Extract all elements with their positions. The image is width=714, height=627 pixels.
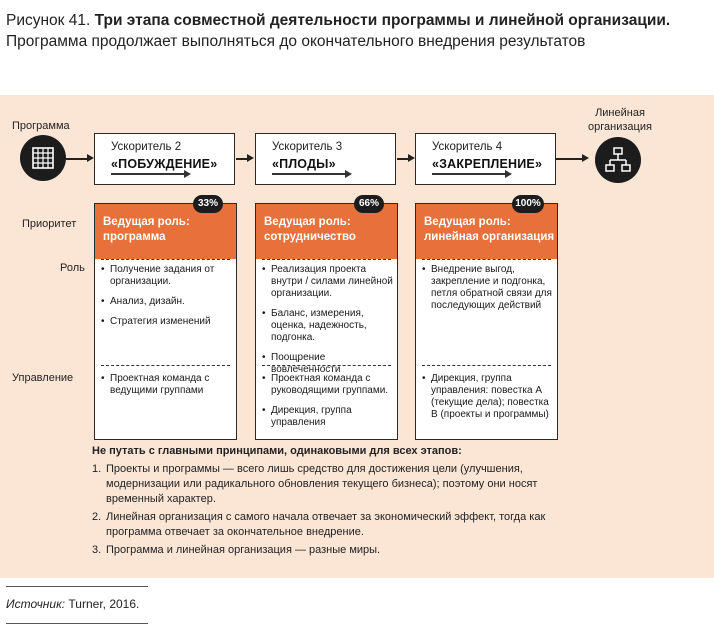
arrow-stage1-to-stage2 — [236, 158, 248, 160]
stage-box-1 — [94, 133, 235, 185]
note-item — [92, 543, 572, 558]
list-item: • Получение задания от организации. — [101, 264, 232, 288]
lead-role-line1: Ведущая роль: — [424, 216, 511, 228]
source-text: Turner, 2016. — [68, 597, 140, 611]
source-label: Источник: — [6, 597, 66, 611]
stage-arrow — [432, 173, 506, 175]
list-item: • Баланс, измерения, оценка, надежность, подгонка. — [262, 308, 393, 344]
progress-badge-2: 66% — [354, 195, 384, 213]
row-label-priority: Приоритет — [22, 218, 77, 230]
note-text: Проекты и программы — всего лишь средство для достижения цели (улучшения, модернизации или радикального обновления текущего бизнеса); поэтому они носят временный характер. — [106, 463, 538, 505]
stage-name: «ПЛОДЫ» — [272, 157, 336, 171]
source-rule-top — [6, 586, 148, 587]
dashed-divider — [262, 365, 391, 366]
lead-role-line1: Ведущая роль: — [103, 216, 190, 228]
stage-accelerator: Ускоритель 2 — [111, 141, 182, 153]
figure-bold-title: Три этапа совместной деятельности программы и линейной организации. — [94, 12, 671, 29]
list-item: • Поощрение вовлеченности — [262, 352, 393, 376]
list-item: • Стратегия изменений — [101, 316, 232, 328]
role-list — [422, 264, 553, 320]
arrow-stage2-to-stage3 — [397, 158, 409, 160]
note-item — [92, 462, 572, 507]
lead-role-line1: Ведущая роль: — [264, 216, 351, 228]
lead-role-line2: программа — [103, 231, 166, 243]
stage-column-2 — [255, 203, 398, 440]
stage-box-3 — [415, 133, 556, 185]
notes-heading: Не путать с главными принципами, одинаковыми для всех этапов: — [92, 445, 462, 457]
stage-name: «ПОБУЖДЕНИЕ» — [111, 157, 218, 171]
stage-arrow — [272, 173, 346, 175]
row-label-role: Роль — [60, 262, 85, 274]
principles-notes — [92, 444, 572, 561]
note-text: Линейная организация с самого начала отвечает за экономический эффект, тогда как программа отвечает за окончательное внедрение. — [106, 511, 546, 538]
line-org-label-1: Линейная — [595, 107, 645, 119]
dashed-divider — [422, 365, 551, 366]
arrow-program-to-stage1 — [66, 158, 88, 160]
lead-role-line2: линейная организация — [424, 231, 555, 243]
stage-column-3 — [415, 203, 558, 440]
role-list — [101, 264, 232, 336]
management-list — [101, 373, 232, 405]
figure-subtitle: Программа продолжает выполняться до окончательного внедрения результатов — [6, 33, 586, 50]
stage-arrow — [111, 173, 185, 175]
org-chart-icon — [595, 137, 641, 183]
note-number: 3. — [92, 544, 102, 556]
dashed-divider — [262, 259, 391, 260]
dashed-divider — [101, 259, 230, 260]
arrow-stage3-to-line-org — [556, 158, 583, 160]
progress-badge-3: 100% — [512, 195, 544, 213]
row-label-management: Управление — [12, 372, 74, 384]
program-label: Программа — [12, 120, 70, 132]
grid-icon — [20, 135, 66, 181]
dashed-divider — [101, 365, 230, 366]
list-item: • Дирекция, группа управления — [262, 405, 393, 429]
note-item — [92, 510, 572, 540]
dashed-divider — [422, 259, 551, 260]
stage-box-2 — [255, 133, 396, 185]
list-item: • Анализ, дизайн. — [101, 296, 232, 308]
stage-accelerator: Ускоритель 4 — [432, 141, 503, 153]
stage-name: «ЗАКРЕПЛЕНИЕ» — [432, 157, 543, 171]
line-org-label-2: организация — [588, 121, 652, 133]
figure-title — [6, 10, 696, 52]
source-line — [6, 597, 139, 611]
stage-column-1 — [94, 203, 237, 440]
note-text: Программа и линейная организация — разные миры. — [106, 544, 381, 556]
progress-badge-1: 33% — [193, 195, 223, 213]
list-item: • Проектная команда с ведущими группами — [101, 373, 232, 397]
line-org-label — [570, 106, 670, 134]
stage-accelerator: Ускоритель 3 — [272, 141, 343, 153]
note-number: 1. — [92, 463, 102, 475]
source-rule-bottom — [6, 623, 148, 624]
role-list — [262, 264, 393, 384]
lead-role-line2: сотрудничество — [264, 231, 356, 243]
list-item: • Внедрение выгод, закрепление и подгонка, петля обратной связи для последующих действий — [422, 264, 553, 312]
note-number: 2. — [92, 511, 102, 523]
management-list — [262, 373, 393, 437]
list-item: • Проектная команда с руководящими группами. — [262, 373, 393, 397]
figure-label: Рисунок 41. — [6, 12, 91, 29]
list-item: • Дирекция, группа управления: повестка А (текущие дела); повестка В (проекты и программы) — [422, 373, 553, 421]
management-list — [422, 373, 553, 429]
list-item: • Реализация проекта внутри / силами линейной организации. — [262, 264, 393, 300]
